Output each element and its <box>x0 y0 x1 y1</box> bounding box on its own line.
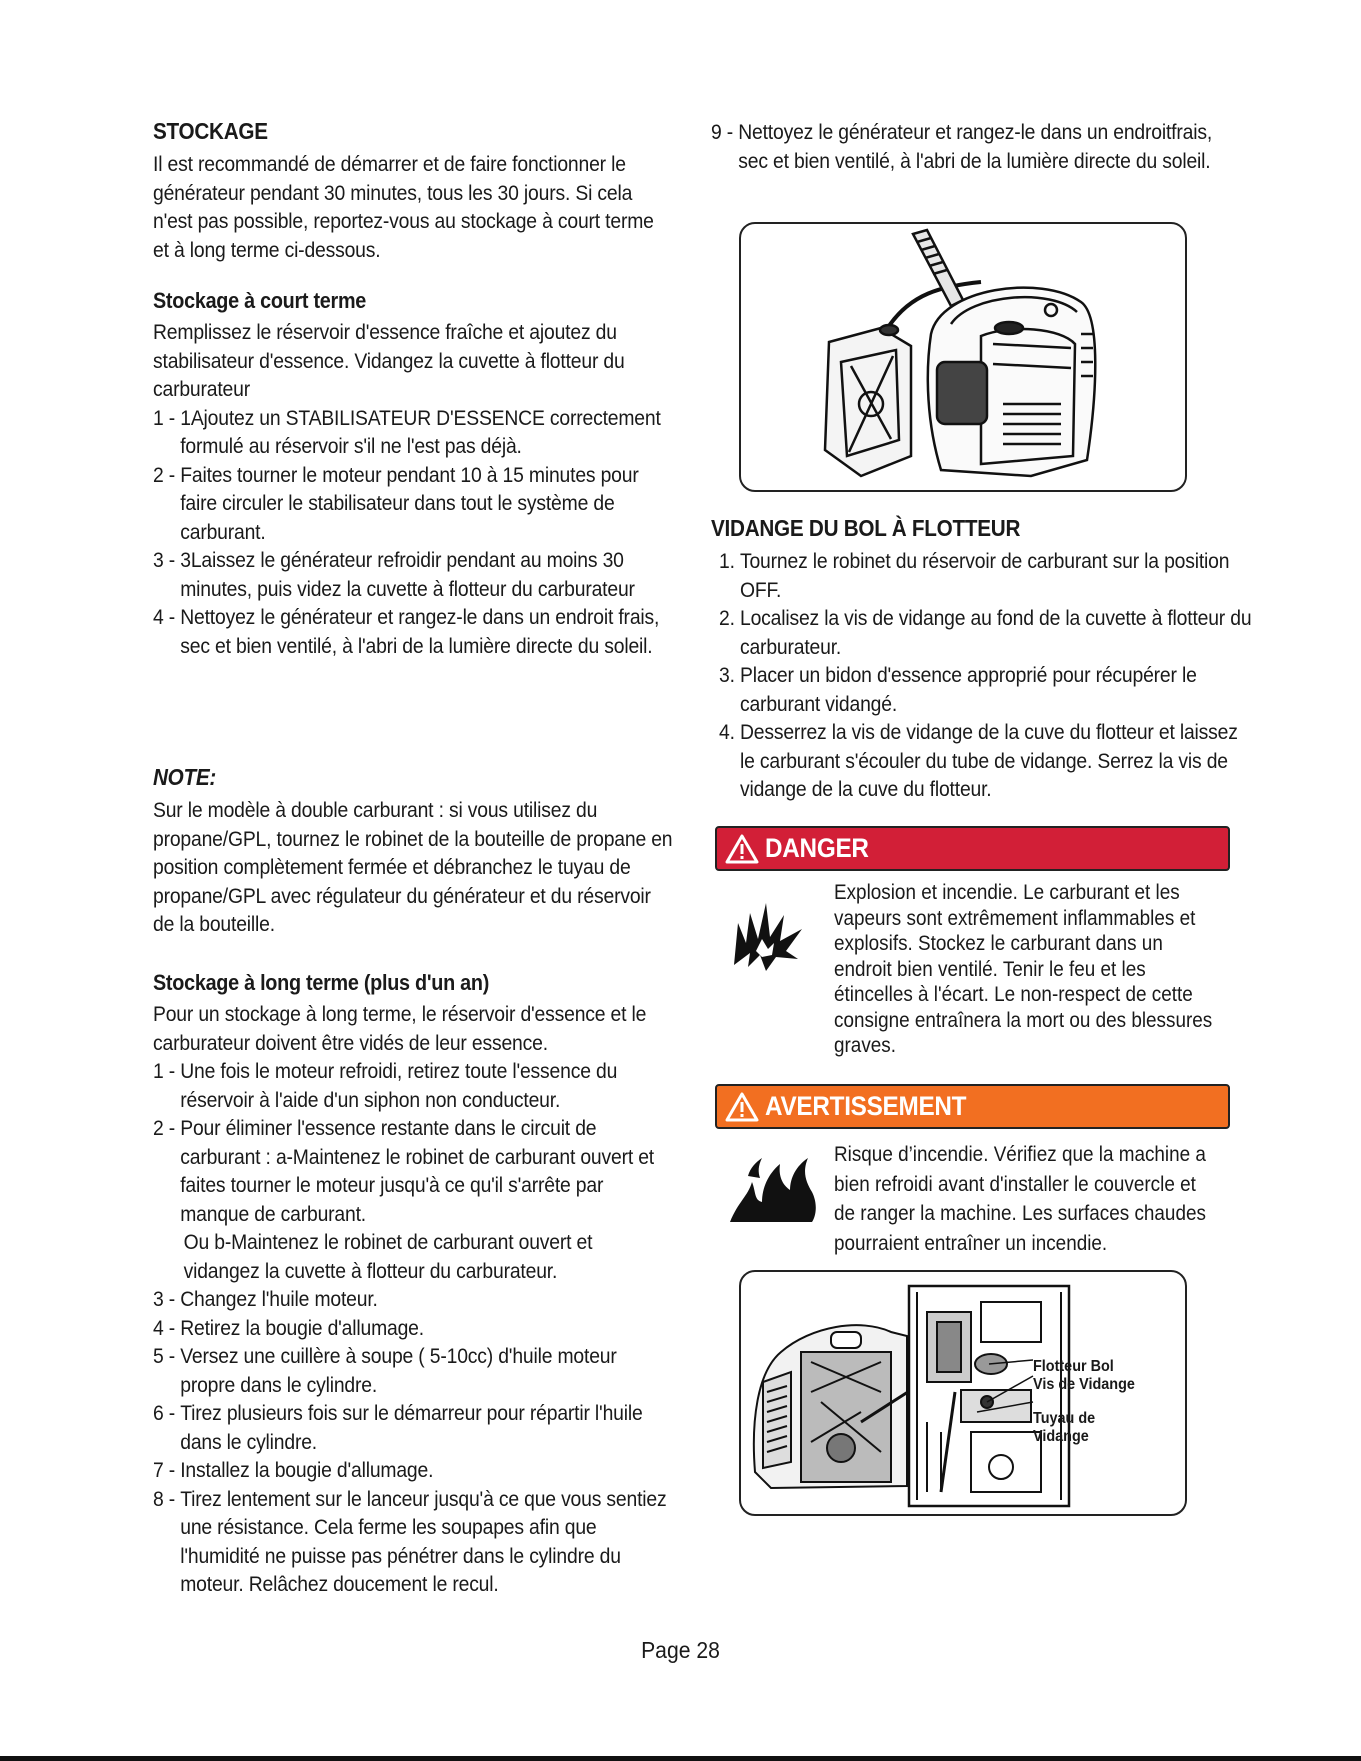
danger-banner <box>715 826 1230 871</box>
generator-refuel-image <box>741 224 1185 490</box>
fire-icon <box>728 1152 818 1224</box>
short-term-heading: Stockage à court terme <box>153 288 367 313</box>
bottom-border <box>0 1756 1361 1761</box>
list-item: 2 - Faites tourner le moteur pendant 10 à 15 minutes pour faire circuler le stabilisateur dans tout le système de carburant. <box>153 462 639 544</box>
list-item: 2. Localisez la vis de vidange au fond de la cuvette à flotteur du carburateur. <box>719 606 1252 659</box>
drain-section <box>719 547 1253 804</box>
list-item: Ou b-Maintenez le robinet de carburant ouvert et vidangez la cuvette à flotteur du carburateur. <box>183 1230 593 1283</box>
label-tuyau-line2: Vidange <box>1033 1428 1089 1445</box>
list-item: 4 - Retirez la bougie d'allumage. <box>153 1315 424 1340</box>
note-heading: NOTE: <box>153 764 217 790</box>
warning-label: AVERTISSEMENT <box>765 1091 967 1121</box>
danger-label: DANGER <box>765 833 869 863</box>
list-item: 5 - Versez une cuillère à soupe ( 5-10cc) d'huile moteur propre dans le cylindre. <box>153 1344 617 1397</box>
list-item: 4 - Nettoyez le générateur et rangez-le dans un endroit frais, sec et bien ventilé, à l'abri de la lumière directe du soleil. <box>153 605 660 658</box>
storage-heading: STOCKAGE <box>153 118 268 144</box>
storage-intro <box>153 150 672 264</box>
explosion-icon <box>726 893 806 973</box>
list-item: 8 - Tirez lentement sur le lanceur jusqu'à ce que vous sentiez une résistance. Cela ferme les soupapes afin que l'humidité ne puisse pas pénétrer dans le cylindre du moteur. Relâchez doucement le recul. <box>153 1486 667 1596</box>
list-item: 1. Tournez le robinet du réservoir de carburant sur la position OFF. <box>719 549 1230 602</box>
list-item: 1 - Une fois le moteur refroidi, retirez toute l'essence du réservoir à l'aide d'un siphon non conducteur. <box>153 1059 618 1112</box>
warning-text: Risque d’incendie. Vérifiez que la machine a bien refroidi avant d'installer le couvercle et de ranger la machine. Les surfaces chaudes pourraient entraîner un incendie. <box>834 1143 1206 1255</box>
note-text: Sur le modèle à double carburant : si vous utilisez du propane/GPL, tournez le robinet de la bouteille de propane en position complètement fermée et débranchez le tuyau de propane/GPL avec régulateur du générateur et du réservoir de la bouteille. <box>153 798 673 936</box>
note-section <box>153 796 672 939</box>
list-item: 4. Desserrez la vis de vidange de la cuve du flotteur et laissez le carburant s'écouler du tube de vidange. Serrez la vis de vidange de la cuve du flotteur. <box>719 720 1238 801</box>
label-vis-de-vidange: Vis de Vidange <box>1033 1376 1135 1393</box>
list-item: 2 - Pour éliminer l'essence restante dans le circuit de carburant : a-Maintenez le robinet de carburant ouvert et faites tourner le moteur jusqu'à ce qu'il s'arrête par manque de carburant. <box>153 1116 655 1226</box>
list-item: 7 - Installez la bougie d'allumage. <box>153 1458 434 1482</box>
storage-intro-text: Il est recommandé de démarrer et de faire fonctionner le générateur pendant 30 minutes, tous les 30 jours. Si cela n'est pas possible, reportez-vous au stockage à court terme et à long terme ci-dessous. <box>153 152 654 262</box>
warning-triangle-icon <box>725 1092 759 1122</box>
list-item: 3 - Changez l'huile moteur. <box>153 1287 378 1311</box>
warning-triangle-icon <box>725 834 759 864</box>
list-item: 3. Placer un bidon d'essence approprié pour récupérer le carburant vidangé. <box>719 663 1197 716</box>
long-term-intro: Pour un stockage à long terme, le réservoir d'essence et le carburateur doivent être vidés de leur essence. <box>153 1002 647 1055</box>
short-term-section <box>153 318 672 660</box>
list-item: 9 - Nettoyez le générateur et rangez-le dans un endroitfrais, sec et bien ventilé, à l'abri de la lumière directe du soleil. <box>711 120 1213 173</box>
short-term-intro: Remplissez le réservoir d'essence fraîche et ajoutez du stabilisateur d'essence. Vidangez la cuvette à flotteur du carburateur <box>153 320 625 401</box>
label-flotteur-bol: Flotteur Bol <box>1033 1358 1114 1375</box>
long-term-section <box>153 1000 672 1599</box>
list-item: 6 - Tirez plusieurs fois sur le démarreur pour répartir l'huile dans le cylindre. <box>153 1401 643 1454</box>
danger-text: Explosion et incendie. Le carburant et les vapeurs sont extrêmement inflammables et explosifs. Stockez le carburant dans un endroit bien ventilé. Tenir le feu et les étincelles à l'écart. Le non-respect de cette consigne entraînera la mort ou des blessures graves. <box>834 881 1213 1057</box>
warning-banner <box>715 1084 1230 1129</box>
long-term-list <box>153 1057 672 1599</box>
long-term-heading: Stockage à long terme (plus d'un an) <box>153 970 490 995</box>
storage-item-9 <box>711 118 1245 175</box>
short-term-list <box>153 404 672 661</box>
list-item: 3 - 3Laissez le générateur refroidir pendant au moins 30 minutes, puis videz la cuvette à flotteur du carburateur <box>153 548 635 601</box>
drain-heading: VIDANGE DU BOL À FLOTTEUR <box>711 515 1021 541</box>
label-tuyau-line1: Tuyau de <box>1033 1410 1096 1427</box>
generator-fuel-illustration <box>739 222 1187 492</box>
page-number: Page 28 <box>641 1637 720 1663</box>
list-item: 1 - 1Ajoutez un STABILISATEUR D'ESSENCE correctement formulé au réservoir s'il ne l'est pas déjà. <box>153 405 661 458</box>
